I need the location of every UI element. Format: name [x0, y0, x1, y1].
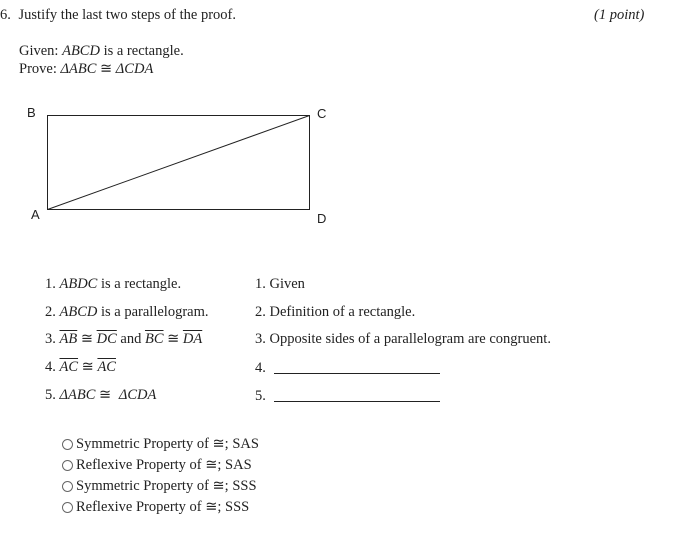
option-label: Reflexive Property of ≅; SAS	[76, 457, 252, 473]
reason-text: Definition of a rectangle.	[269, 304, 416, 320]
question-number: 6.	[0, 7, 11, 23]
congruent-symbol: ≅	[81, 359, 94, 375]
given-rest: is a rectangle.	[103, 43, 184, 59]
answer-option-4[interactable]	[62, 499, 249, 516]
statement-text: is a rectangle.	[100, 276, 182, 292]
answer-option-3[interactable]	[62, 478, 257, 495]
triangle-abc: ΔABC	[59, 387, 96, 403]
segment-bc: $\overline{BC}$	[144, 331, 164, 347]
given-label: Given:	[19, 43, 59, 59]
statement-number: 3.	[45, 331, 56, 347]
and-text: and	[120, 331, 142, 347]
prove-left: ΔABC	[60, 61, 97, 77]
radio-button[interactable]	[62, 460, 73, 471]
vertex-label-b: B	[27, 105, 36, 120]
answer-blank-5	[274, 387, 440, 402]
diagonal-ac	[48, 116, 310, 210]
prove-symbol: ≅	[100, 61, 113, 77]
reason-number: 3.	[255, 331, 266, 347]
vertex-label-c: C	[317, 106, 327, 121]
reason-number: 5.	[255, 388, 266, 404]
statement-figure: ABDC	[59, 276, 98, 292]
triangle-cda: ΔCDA	[118, 387, 157, 403]
reason-text: Opposite sides of a parallelogram are congruent.	[269, 331, 551, 347]
statement-figure: ABCD	[59, 304, 98, 320]
radio-button[interactable]	[62, 481, 73, 492]
statement-number: 5.	[45, 387, 56, 403]
reason-5	[255, 387, 440, 405]
reason-number: 4.	[255, 360, 266, 376]
option-label: Reflexive Property of ≅; SSS	[76, 499, 250, 515]
statement-5	[45, 387, 156, 404]
statement-4	[45, 359, 116, 376]
reason-text: Given	[269, 276, 305, 292]
segment-ab: $\overline{AB}$	[59, 331, 78, 347]
statement-1	[45, 276, 181, 293]
segment-ac: $\overline{AC}$	[97, 359, 116, 375]
option-label: Symmetric Property of ≅; SAS	[76, 436, 259, 452]
rectangle-diagram	[0, 0, 689, 260]
answer-blank-4	[274, 359, 440, 374]
reason-3	[255, 331, 551, 348]
statement-3	[45, 331, 202, 348]
statement-number: 2.	[45, 304, 56, 320]
radio-button[interactable]	[62, 502, 73, 513]
congruent-symbol: ≅	[167, 331, 180, 347]
question-points: (1 point)	[594, 7, 645, 23]
congruent-symbol: ≅	[99, 387, 112, 403]
given-figure: ABCD	[62, 43, 100, 59]
segment-dc: $\overline{DC}$	[96, 331, 117, 347]
prove-label: Prove:	[19, 61, 57, 77]
prove-right: ΔCDA	[115, 61, 154, 77]
reason-1	[255, 276, 305, 293]
option-label: Symmetric Property of ≅; SSS	[76, 478, 257, 494]
statement-text: is a parallelogram.	[100, 304, 209, 320]
reason-2	[255, 304, 415, 321]
vertex-label-d: D	[317, 211, 327, 226]
radio-button[interactable]	[62, 439, 73, 450]
vertex-label-a: A	[31, 207, 40, 222]
answer-option-2[interactable]	[62, 457, 252, 474]
question-prompt: Justify the last two steps of the proof.	[18, 7, 236, 23]
reason-4	[255, 359, 440, 377]
statement-number: 4.	[45, 359, 56, 375]
statement-2	[45, 304, 208, 321]
statement-number: 1.	[45, 276, 56, 292]
segment-da: $\overline{DA}$	[182, 331, 203, 347]
reason-number: 2.	[255, 304, 266, 320]
answer-option-1[interactable]	[62, 436, 259, 453]
congruent-symbol: ≅	[80, 331, 93, 347]
segment-ac: $\overline{AC}$	[59, 359, 79, 375]
reason-number: 1.	[255, 276, 266, 292]
